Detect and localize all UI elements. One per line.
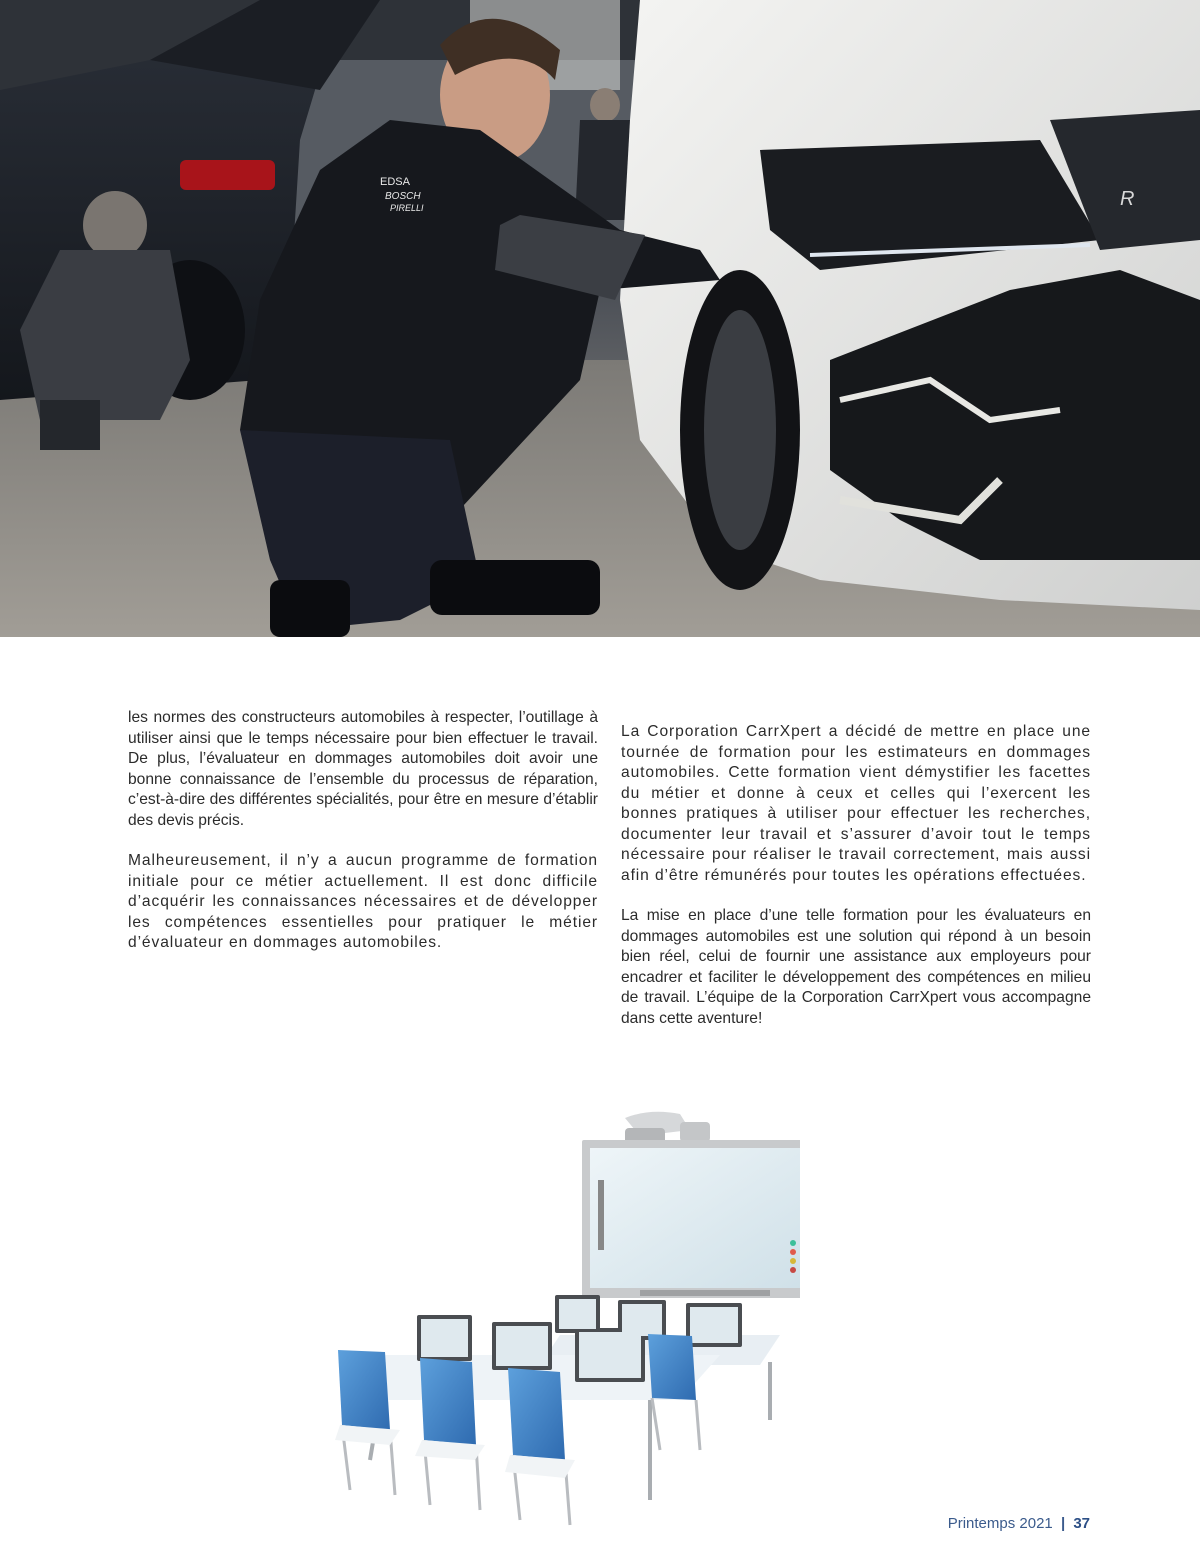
article-paragraph: La Corporation CarrXpert a décidé de mettre en place une tournée de formation pour les estimateurs en dommages automobiles. Cette formation vient démystifier les facettes du métier et donne à ceux et celles qui l’exercent les bonnes pratiques à utiliser pour effectuer les recherches, documenter leur travail et s’assurer d’avoir tout le temps nécessaire pour réaliser le travail correctement, mais aussi afin d’être rémunérés pour toutes les opérations effectuées.	[621, 723, 1091, 884]
page-number: 37	[1073, 1515, 1090, 1532]
footer-separator: |	[1060, 1515, 1066, 1532]
svg-text:R: R	[1120, 188, 1135, 210]
article-paragraph: La mise en place d’une telle formation pour les évaluateurs en dommages automobiles est une solution qui répond à un besoin bien réel, celui de fournir une assistance aux employeurs pour encadrer et faciliter le développement des compétences en milieu de travail. L’équipe de la Corporation CarrXpert vous accompagne dans cette aventure!	[621, 907, 1091, 1027]
jacket-logo-text: EDSA	[380, 176, 410, 188]
page-footer	[948, 1515, 1090, 1532]
article-paragraph: les normes des constructeurs automobiles à respecter, l’outillage à utiliser ainsi que le temps nécessaire pour bien effectuer le travail. De plus, l’évaluateur en dommages automobiles doit avoir une bonne connaissance de l’ensemble du processus de réparation, c’est-à-dire des différentes spécialités, pour être en mesure d’établir des devis précis.	[128, 709, 598, 829]
issue-label: Printemps 2021	[947, 1515, 1053, 1532]
classroom-illustration	[320, 1100, 800, 1530]
hero-photo	[0, 0, 1200, 637]
jacket-logo-text: BOSCH	[385, 191, 421, 202]
article-paragraph: Malheureusement, il n’y a aucun programme de formation initiale pour ce métier actuellement. Il est donc difficile d’acquérir les connaissances nécessaires et de développer les compétences essentielles pour pratiquer le métier d’évaluateur en dommages automobiles.	[128, 852, 598, 951]
garage-scene-illustration	[0, 0, 1200, 637]
jacket-logo-text: PIRELLI	[390, 203, 424, 213]
article-right-column	[621, 722, 1091, 1049]
article-left-column	[128, 708, 598, 974]
classroom-illustration-svg	[320, 1100, 800, 1530]
